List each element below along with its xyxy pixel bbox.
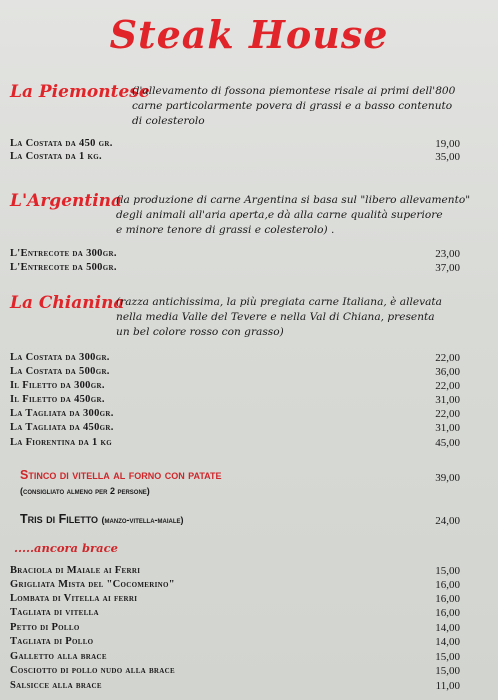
menu-item-label: Braciola di Maiale ai Ferri [10, 565, 141, 576]
menu-item-price: 15,00 [435, 651, 460, 663]
section-desc-argentina-line3: e minore tenore di grassi e colesterolo) . [116, 224, 335, 236]
section-desc-argentina-line1: (la produzione di carne Argentina si basa sul "libero allevamento" [116, 194, 471, 206]
menu-item-label: L'Entrecote da 300gr. [10, 248, 117, 259]
menu-item-label: Il Filetto da 300gr. [10, 380, 105, 391]
menu-item-price: 16,00 [435, 607, 460, 619]
menu-item-label: La Tagliata da 300gr. [10, 408, 114, 419]
menu-item-price: 37,00 [435, 262, 460, 274]
menu-item-price: 14,00 [435, 622, 460, 634]
menu-item-label: Grigliata Mista del "Cocomerino" [10, 579, 175, 590]
menu-item-price: 15,00 [435, 565, 460, 577]
menu-item-price: 22,00 [435, 408, 460, 420]
menu-item-price: 16,00 [435, 593, 460, 605]
special-stinco-price: 39,00 [435, 472, 460, 484]
menu-item-label: Galletto alla brace [10, 651, 107, 662]
menu-item-label: La Costata da 450 gr. [10, 138, 113, 149]
menu-item-price: 31,00 [435, 394, 460, 406]
section-desc-chianina-line2: nella media Valle del Tevere e nella Val di Chiana, presenta [116, 311, 435, 323]
menu-item-label: La Costata da 300gr. [10, 352, 110, 363]
special-stinco-label: Stinco di vitella al forno con patate [20, 468, 222, 482]
menu-item-price: 22,00 [435, 352, 460, 364]
menu-item-price: 31,00 [435, 422, 460, 434]
menu-item-price: 11,00 [435, 680, 460, 692]
menu-item-price: 19,00 [435, 138, 460, 150]
section-title-chianina: La Chianina [10, 293, 125, 313]
menu-item-price: 22,00 [435, 380, 460, 392]
special-tris-title: Tris di Filetto [20, 512, 99, 526]
menu-item-price: 45,00 [435, 437, 460, 449]
section-desc-chianina-line3: un bel colore rosso con grasso) [116, 326, 284, 338]
section-title-piemontese: La Piemontese [10, 82, 150, 102]
menu-item-label: La Costata da 500gr. [10, 366, 110, 377]
menu-item-label: La Fiorentina da 1 kg [10, 437, 112, 448]
menu-item-price: 16,00 [435, 579, 460, 591]
menu-item-label: Il Filetto da 450gr. [10, 394, 105, 405]
menu-title: Steak House [109, 12, 389, 57]
special-tris-label [20, 512, 184, 526]
menu-item-price: 23,00 [435, 248, 460, 260]
menu-item-label: Cosciotto di pollo nudo alla brace [10, 665, 175, 676]
menu-item-label: L'Entrecote da 500gr. [10, 262, 117, 273]
section-title-argentina: L'Argentina [10, 191, 123, 211]
menu-item-price: 15,00 [435, 665, 460, 677]
menu-item-label: Petto di Pollo [10, 622, 80, 633]
menu-item-label: Lombata di Vitella ai ferri [10, 593, 138, 604]
section-desc-piemontese-line3: di colesterolo [132, 115, 205, 127]
menu-item-price: 14,00 [435, 636, 460, 648]
special-tris-price: 24,00 [435, 515, 460, 527]
menu-item-label: La Tagliata da 450gr. [10, 422, 114, 433]
menu-item-price: 36,00 [435, 366, 460, 378]
section-title-brace: .....ancora brace [14, 541, 118, 555]
section-desc-argentina-line2: degli animali all'aria aperta,e dà alla carne qualità superiore [116, 209, 443, 221]
menu-item-label: Tagliata di vitella [10, 607, 99, 618]
menu-item-label: Tagliata di Pollo [10, 636, 94, 647]
menu-item-label: Salsicce alla brace [10, 680, 102, 691]
section-desc-chianina-line1: (razza antichissima, la più pregiata carne Italiana, è allevata [116, 296, 442, 308]
special-stinco-note: (consigliato almeno per 2 persone) [20, 486, 150, 496]
section-desc-piemontese-line2: carne particolarmente povera di grassi e a basso contenuto [132, 100, 453, 112]
menu-item-label: La Costata da 1 kg. [10, 151, 102, 162]
menu-item-price: 35,00 [435, 151, 460, 163]
special-tris-sub: (manzo-vitella-maiale) [101, 515, 184, 525]
section-desc-piemontese-line1: (l'allevamento di fossona piemontese risale ai primi dell'800 [132, 85, 456, 97]
